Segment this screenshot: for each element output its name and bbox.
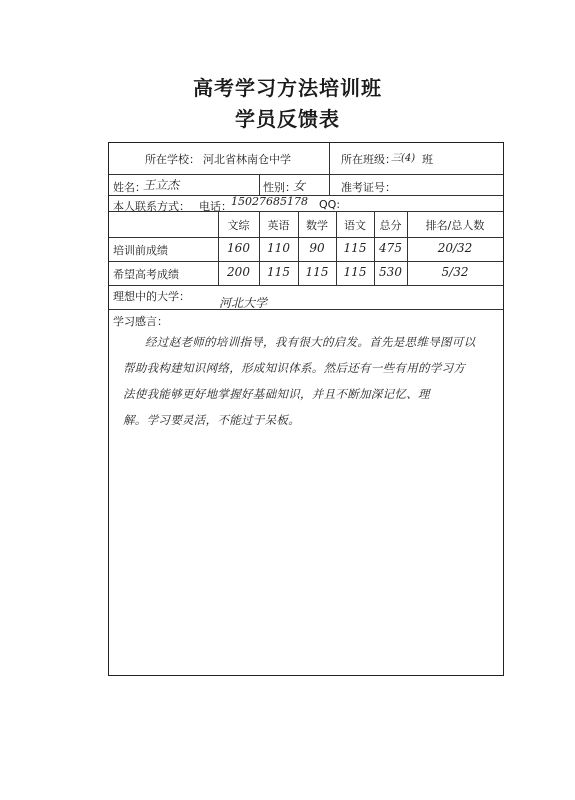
- row-divider: [109, 285, 503, 286]
- col-divider: [329, 143, 330, 195]
- feedback-label: 学习感言：: [113, 315, 168, 328]
- score-row-label: 培训前成绩: [113, 244, 168, 257]
- school-value: 河北省林南仓中学: [203, 153, 291, 166]
- score-col-header: 文综: [227, 219, 250, 232]
- score-cell: 115: [267, 265, 290, 279]
- exam-id-label: 准考证号：: [341, 181, 396, 194]
- score-cell: 475: [379, 241, 402, 255]
- name-label: 姓名：: [113, 181, 146, 194]
- class-label: 所在班级：: [341, 153, 396, 166]
- score-col-header: 总分: [379, 219, 402, 232]
- score-cell: 530: [379, 265, 402, 279]
- feedback-line: 解。学习要灵活，不能过于呆板。: [123, 413, 300, 427]
- score-cell: 160: [227, 241, 250, 255]
- feedback-line: 经过赵老师的培训指导，我有很大的启发。首先是思维导图可以: [145, 335, 476, 349]
- form-subtitle: 学员反馈表: [235, 107, 340, 131]
- score-cell: 5/32: [441, 265, 469, 279]
- score-cell: 20/32: [437, 241, 473, 255]
- score-cell: 115: [343, 265, 367, 279]
- col-divider: [259, 174, 260, 195]
- row-divider: [109, 174, 503, 175]
- score-col-header: 英语: [267, 219, 290, 232]
- score-col-header: 语文: [344, 219, 366, 232]
- score-cell: 200: [227, 265, 250, 279]
- contact-label: 本人联系方式：: [113, 200, 190, 213]
- dream-university-label: 理想中的大学：: [113, 290, 190, 303]
- score-cell: 90: [309, 241, 325, 255]
- feedback-line: 法使我能够更好地掌握好基础知识，并且不断加深记忆、理: [123, 387, 430, 401]
- form-title: 高考学习方法培训班: [193, 76, 382, 100]
- class-value: 三(4): [391, 153, 416, 164]
- gender-value: 女: [293, 179, 306, 193]
- feedback-form-table: [108, 142, 504, 676]
- phone-label: 电话：: [199, 200, 232, 213]
- score-col-header: 数学: [306, 219, 328, 232]
- class-suffix: 班: [422, 153, 433, 166]
- score-cell: 115: [305, 265, 329, 279]
- dream-university-value: 河北大学: [219, 296, 268, 310]
- score-row-label: 希望高考成绩: [113, 268, 179, 281]
- row-divider: [109, 261, 503, 262]
- gender-label: 性别：: [263, 181, 296, 194]
- row-divider: [109, 309, 503, 310]
- feedback-line: 帮助我构建知识网络，形成知识体系。然后还有一些有用的学习方: [123, 361, 466, 375]
- score-cell: 115: [343, 241, 367, 255]
- name-value: 王立杰: [143, 178, 180, 192]
- phone-value: 15027685178: [231, 195, 308, 208]
- score-cell: 110: [267, 241, 290, 255]
- school-label: 所在学校：: [145, 153, 200, 166]
- row-divider: [109, 237, 503, 238]
- score-col-header: 排名/总人数: [425, 219, 485, 232]
- qq-label: QQ:: [319, 198, 341, 211]
